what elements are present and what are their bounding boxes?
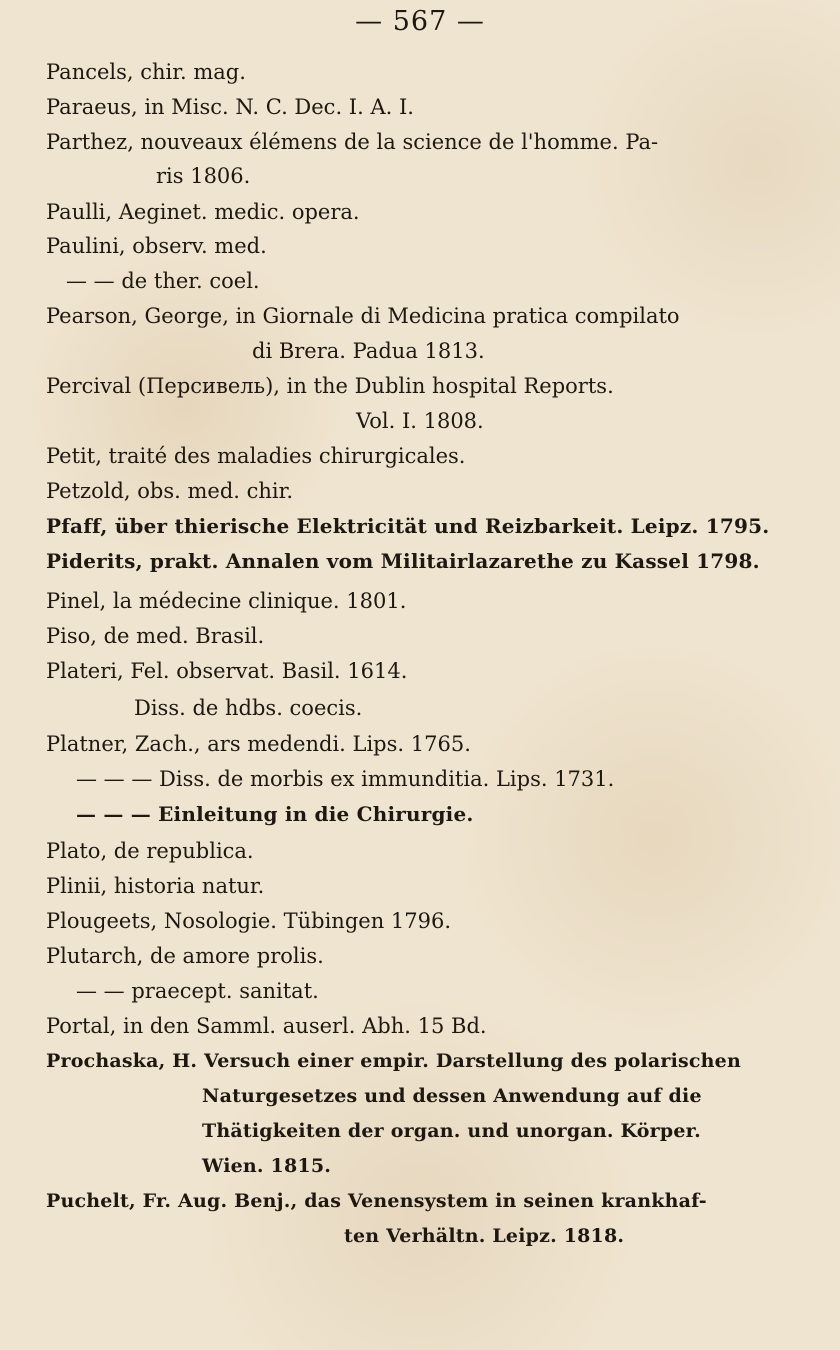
entry-line-blackletter: Pfaff, über thierische Elektricität und Reizbarkeit. Leipz. 1795. bbox=[46, 514, 770, 538]
entry-line: Portal, in den Samml. auserl. Abh. 15 Bd. bbox=[46, 1014, 487, 1038]
entry-line: Paulini, observ. med. bbox=[46, 234, 267, 258]
entry-line: Piso, de med. Brasil. bbox=[46, 624, 265, 648]
entry-line: Plutarch, de amore prolis. bbox=[46, 944, 324, 968]
entry-line: Percival (Персивель), in the Dublin hospital Reports. bbox=[46, 374, 614, 398]
entry-continuation: Wien. 1815. bbox=[202, 1155, 332, 1177]
entry-continuation: Vol. I. 1808. bbox=[356, 409, 484, 433]
entry-line: — — — Diss. de morbis ex immunditia. Lips. 1731. bbox=[76, 767, 615, 791]
entry-continuation: Diss. de hdbs. coecis. bbox=[134, 696, 363, 720]
entry-line: Paulli, Aeginet. medic. opera. bbox=[46, 200, 360, 224]
entry-line: Plinii, historia natur. bbox=[46, 874, 265, 898]
entry-line: Paraeus, in Misc. N. C. Dec. I. A. I. bbox=[46, 95, 414, 119]
entry-line-blackletter: Puchelt, Fr. Aug. Benj., das Venensystem in seinen krankhaf- bbox=[46, 1190, 707, 1212]
page-number: — 567 — bbox=[355, 6, 485, 37]
entry-line-blackletter: Piderits, prakt. Annalen vom Militairlazarethe zu Kassel 1798. bbox=[46, 549, 760, 573]
entry-line: Parthez, nouveaux élémens de la science de l'homme. Pa- bbox=[46, 130, 659, 154]
entry-line: — — de ther. coel. bbox=[66, 269, 260, 293]
entry-continuation: ris 1806. bbox=[156, 164, 251, 188]
entry-line: Petzold, obs. med. chir. bbox=[46, 479, 294, 503]
entry-line: Petit, traité des maladies chirurgicales. bbox=[46, 444, 466, 468]
entry-line: Plato, de republica. bbox=[46, 839, 254, 863]
entry-continuation: ten Verhältn. Leipz. 1818. bbox=[344, 1225, 625, 1247]
entry-line: Plougeets, Nosologie. Tübingen 1796. bbox=[46, 909, 452, 933]
entry-line: Pearson, George, in Giornale di Medicina pratica compilato bbox=[46, 304, 680, 328]
entry-line: Pancels, chir. mag. bbox=[46, 60, 246, 84]
entry-line-blackletter: — — — Einleitung in die Chirurgie. bbox=[76, 802, 474, 826]
entry-continuation: Thätigkeiten der organ. und unorgan. Körper. bbox=[202, 1120, 701, 1142]
entry-line: — — praecept. sanitat. bbox=[76, 979, 319, 1003]
entry-line-blackletter: Prochaska, H. Versuch einer empir. Darstellung des polarischen bbox=[46, 1050, 741, 1072]
entry-line: Platner, Zach., ars medendi. Lips. 1765. bbox=[46, 732, 471, 756]
entry-line: Plateri, Fel. observat. Basil. 1614. bbox=[46, 659, 408, 683]
entry-continuation: di Brera. Padua 1813. bbox=[252, 339, 485, 363]
entry-line: Pinel, la médecine clinique. 1801. bbox=[46, 589, 407, 613]
entry-continuation: Naturgesetzes und dessen Anwendung auf die bbox=[202, 1085, 702, 1107]
